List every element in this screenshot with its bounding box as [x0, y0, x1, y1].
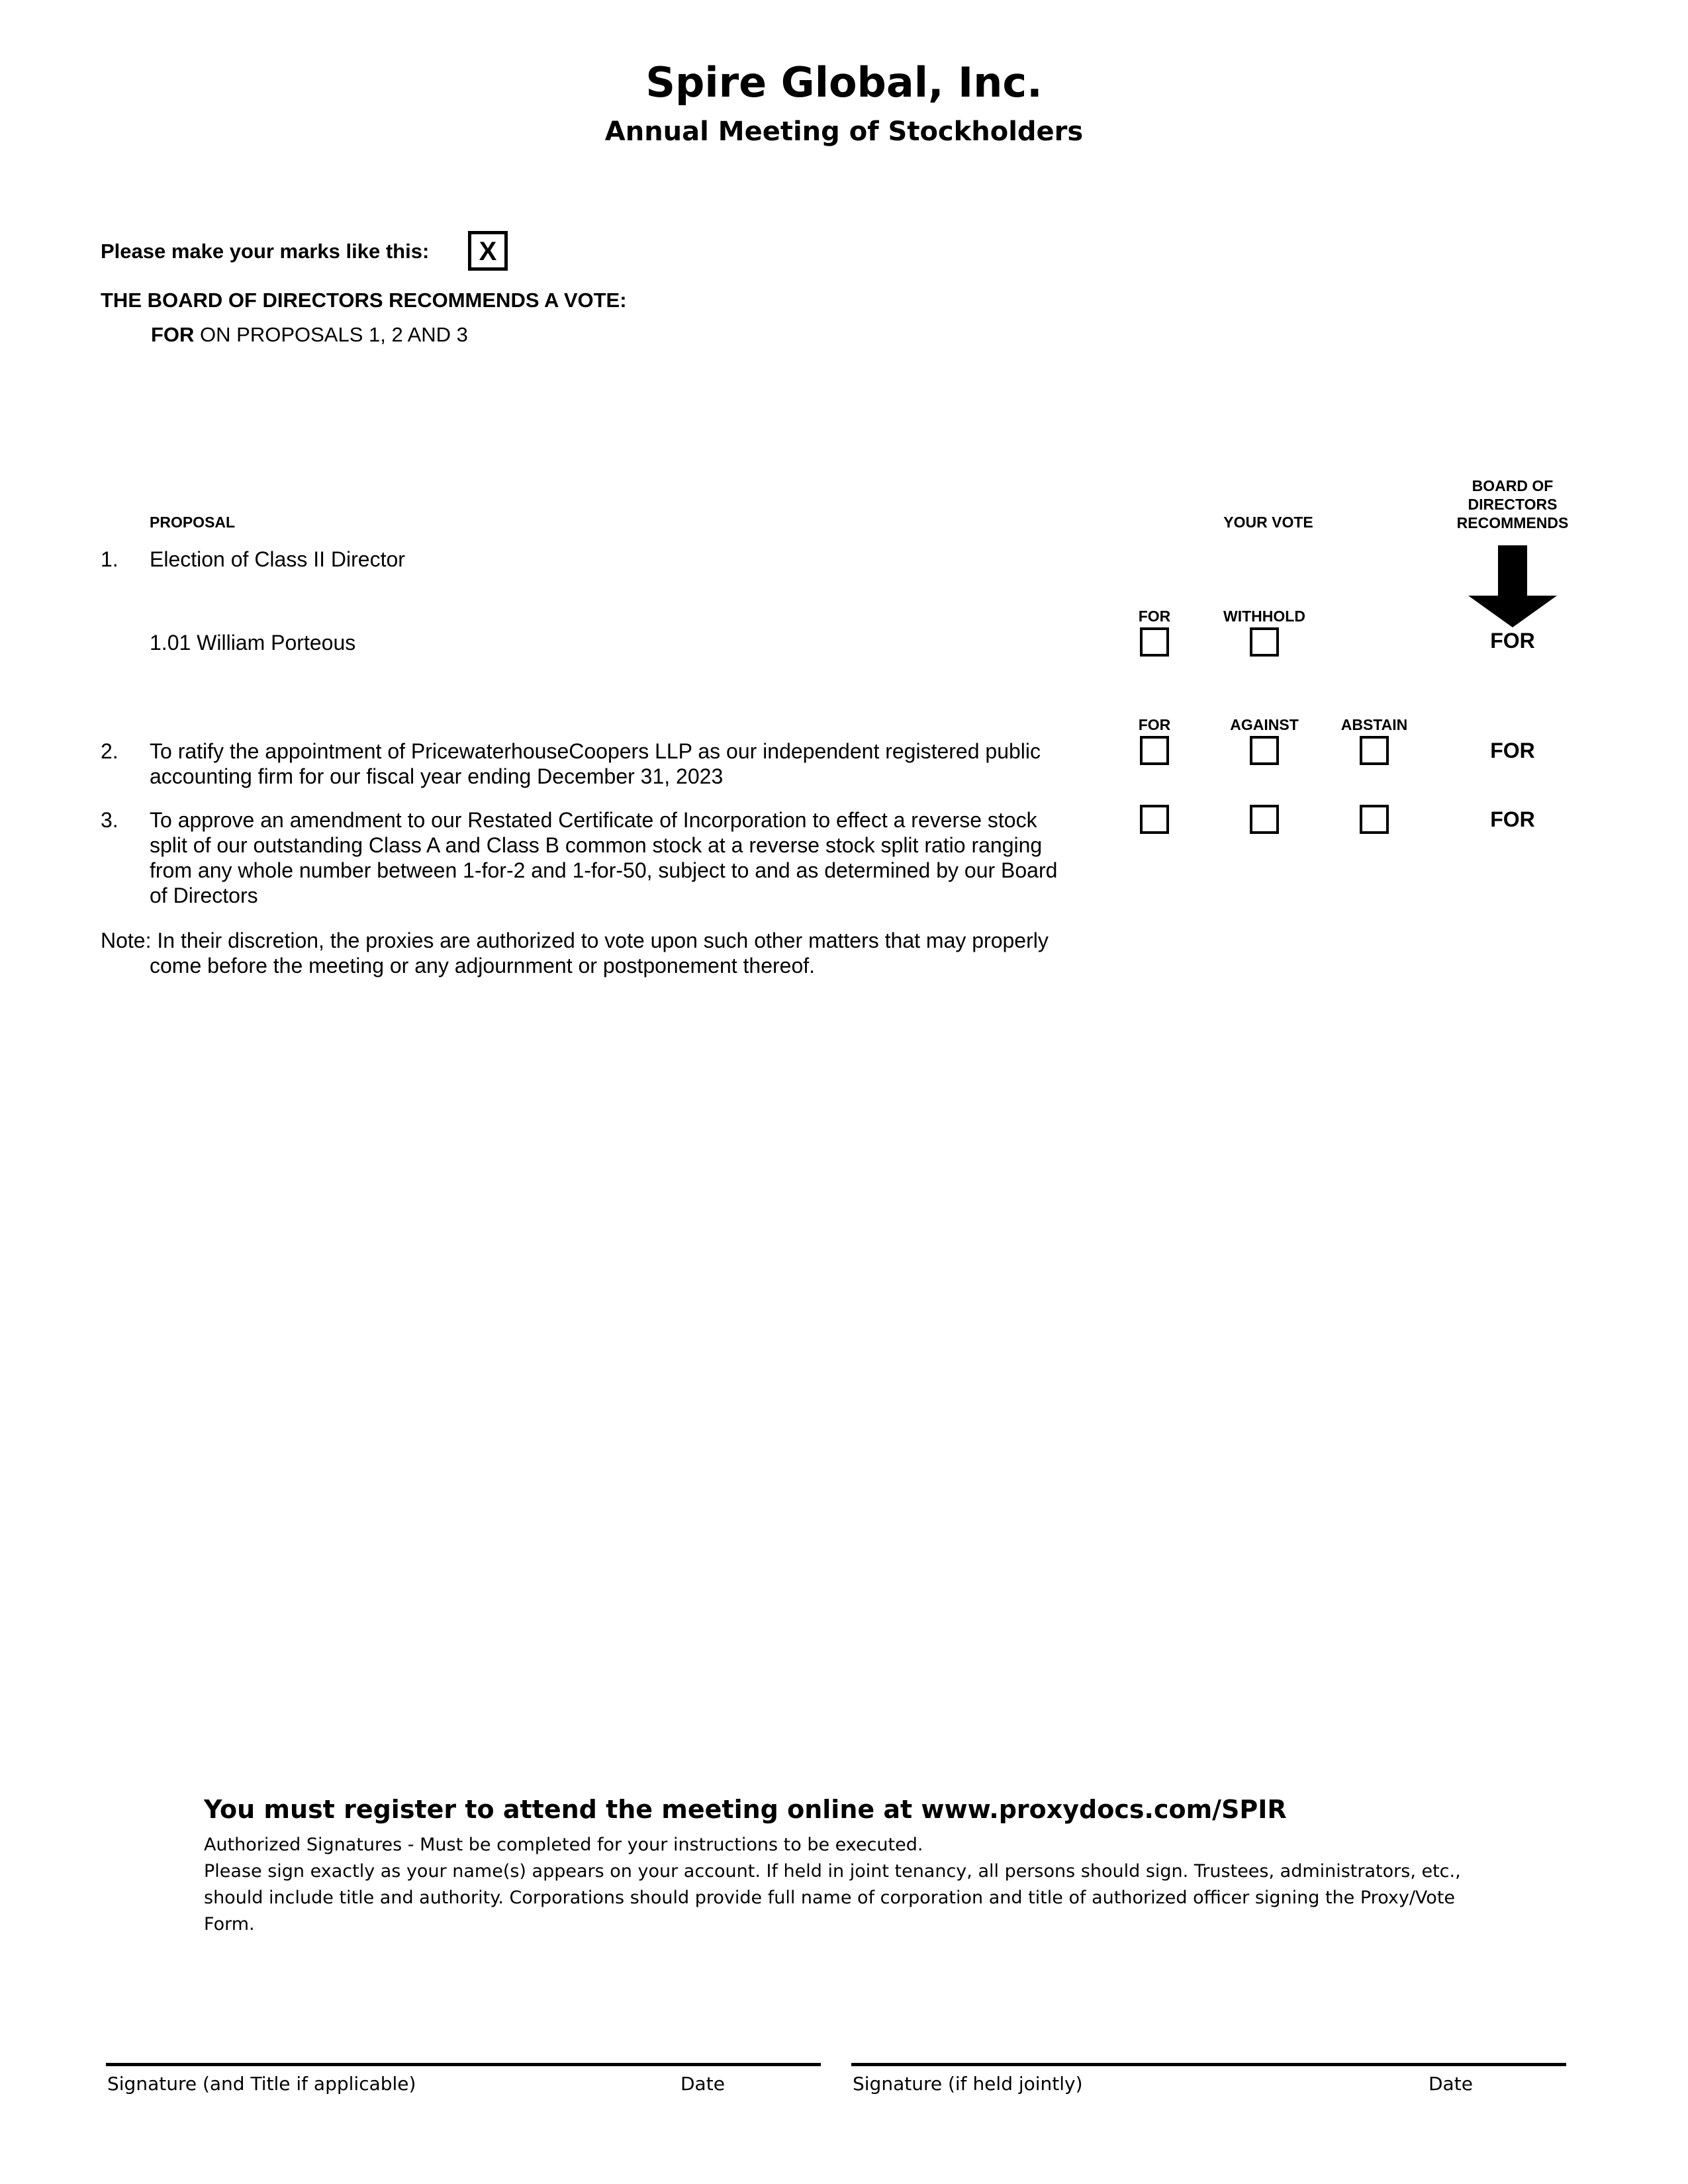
- vote-label-for: FOR: [1138, 608, 1171, 625]
- proposal-2-text-line-2: accounting firm for our fiscal year ending December 31, 2023: [150, 764, 724, 788]
- proposal-3-abstain-checkbox[interactable]: [1360, 805, 1389, 834]
- signing-instructions: [204, 1858, 1495, 1938]
- meeting-subtitle: Annual Meeting of Stockholders: [604, 116, 1084, 147]
- proposal-2-text-line-1: To ratify the appointment of PricewaterhouseCoopers LLP as our independent registered public: [150, 739, 1041, 763]
- proposal-2-for-checkbox[interactable]: [1140, 736, 1169, 765]
- company-title: Spire Global, Inc.: [645, 58, 1043, 107]
- note-line-2: come before the meeting or any adjournment or postponement thereof.: [150, 954, 816, 978]
- note-line-1: Note: In their discretion, the proxies are authorized to vote upon such other matters that may properly: [101, 929, 1049, 952]
- note-text: [101, 928, 1127, 978]
- proposal-1-withhold-checkbox[interactable]: [1250, 627, 1279, 657]
- down-arrow-icon: [1468, 545, 1557, 627]
- board-for-label: FOR: [151, 323, 195, 346]
- register-online-notice: You must register to attend the meeting online at www.proxydocs.com/SPIR: [204, 1795, 1287, 1824]
- proposal-3-text-line-3: from any whole number between 1-for-2 and 1-for-50, subject to and as determined by our Board: [150, 858, 1058, 882]
- vote-label-for: FOR: [1138, 716, 1171, 733]
- proposal-3-for-checkbox[interactable]: [1140, 805, 1169, 834]
- board-proposals-text: ON PROPOSALS 1, 2 AND 3: [194, 323, 468, 346]
- nominee-1-01: 1.01 William Porteous: [150, 631, 356, 655]
- proposal-3-text-line-4: of Directors: [150, 884, 258, 907]
- board-header-line-3: RECOMMENDS: [1456, 514, 1569, 531]
- proposal-2-number: 2.: [101, 739, 118, 763]
- column-header-board-recommends: [1417, 477, 1609, 532]
- proposal-2-recommendation: FOR: [1490, 739, 1535, 762]
- proposal-1-title: Election of Class II Director: [150, 547, 405, 571]
- signature-label-primary: Signature (and Title if applicable): [107, 2073, 416, 2095]
- board-recommendation-line: [151, 323, 468, 347]
- proposal-2-text: [150, 739, 1109, 789]
- board-header-line-1: BOARD OF: [1472, 477, 1554, 494]
- date-label-primary: Date: [680, 2073, 725, 2095]
- proposal-3-text-line-1: To approve an amendment to our Restated Certificate of Incorporation to effect a reverse stock: [150, 808, 1037, 832]
- proposal-3-recommendation: FOR: [1490, 807, 1535, 831]
- signature-label-joint: Signature (if held jointly): [853, 2073, 1083, 2095]
- board-recommendation-heading: THE BOARD OF DIRECTORS RECOMMENDS A VOTE:: [101, 289, 627, 312]
- proposal-2-against-checkbox[interactable]: [1250, 736, 1279, 765]
- column-header-your-vote: YOUR VOTE: [1223, 514, 1313, 531]
- vote-label-against: AGAINST: [1230, 716, 1299, 733]
- proposal-3-text-line-2: split of our outstanding Class A and Class B common stock at a reverse stock split ratio ranging: [150, 833, 1043, 857]
- proposal-3-text: [150, 807, 1109, 908]
- marks-instruction: Please make your marks like this:: [101, 240, 430, 263]
- signature-line-primary[interactable]: [106, 2063, 821, 2066]
- signing-instructions-line-2: should include title and authority. Corporations should provide full name of corporation and title of authorized officer signing the Proxy/Vote: [204, 1888, 1456, 1908]
- authorized-signatures-note: Authorized Signatures - Must be completed for your instructions to be executed.: [204, 1835, 923, 1855]
- proposal-1-number: 1.: [101, 547, 118, 571]
- vote-label-withhold: WITHHOLD: [1223, 608, 1305, 625]
- board-header-line-2: DIRECTORS: [1468, 496, 1558, 513]
- signature-line-joint[interactable]: [851, 2063, 1566, 2066]
- proposal-3-number: 3.: [101, 808, 118, 832]
- proposal-2-abstain-checkbox[interactable]: [1360, 736, 1389, 765]
- proposal-1-for-checkbox[interactable]: [1140, 627, 1169, 657]
- signing-instructions-line-3: Form.: [204, 1914, 255, 1934]
- proposal-3-against-checkbox[interactable]: [1250, 805, 1279, 834]
- proposal-1-recommendation: FOR: [1490, 629, 1535, 653]
- signing-instructions-line-1: Please sign exactly as your name(s) appears on your account. If held in joint tenancy, all persons should sign. Trustees, administrators, etc.,: [204, 1861, 1461, 1882]
- vote-label-abstain: ABSTAIN: [1340, 716, 1408, 733]
- marks-example-box: X: [468, 231, 508, 271]
- date-label-joint: Date: [1429, 2073, 1473, 2095]
- column-header-proposal: PROPOSAL: [150, 514, 236, 531]
